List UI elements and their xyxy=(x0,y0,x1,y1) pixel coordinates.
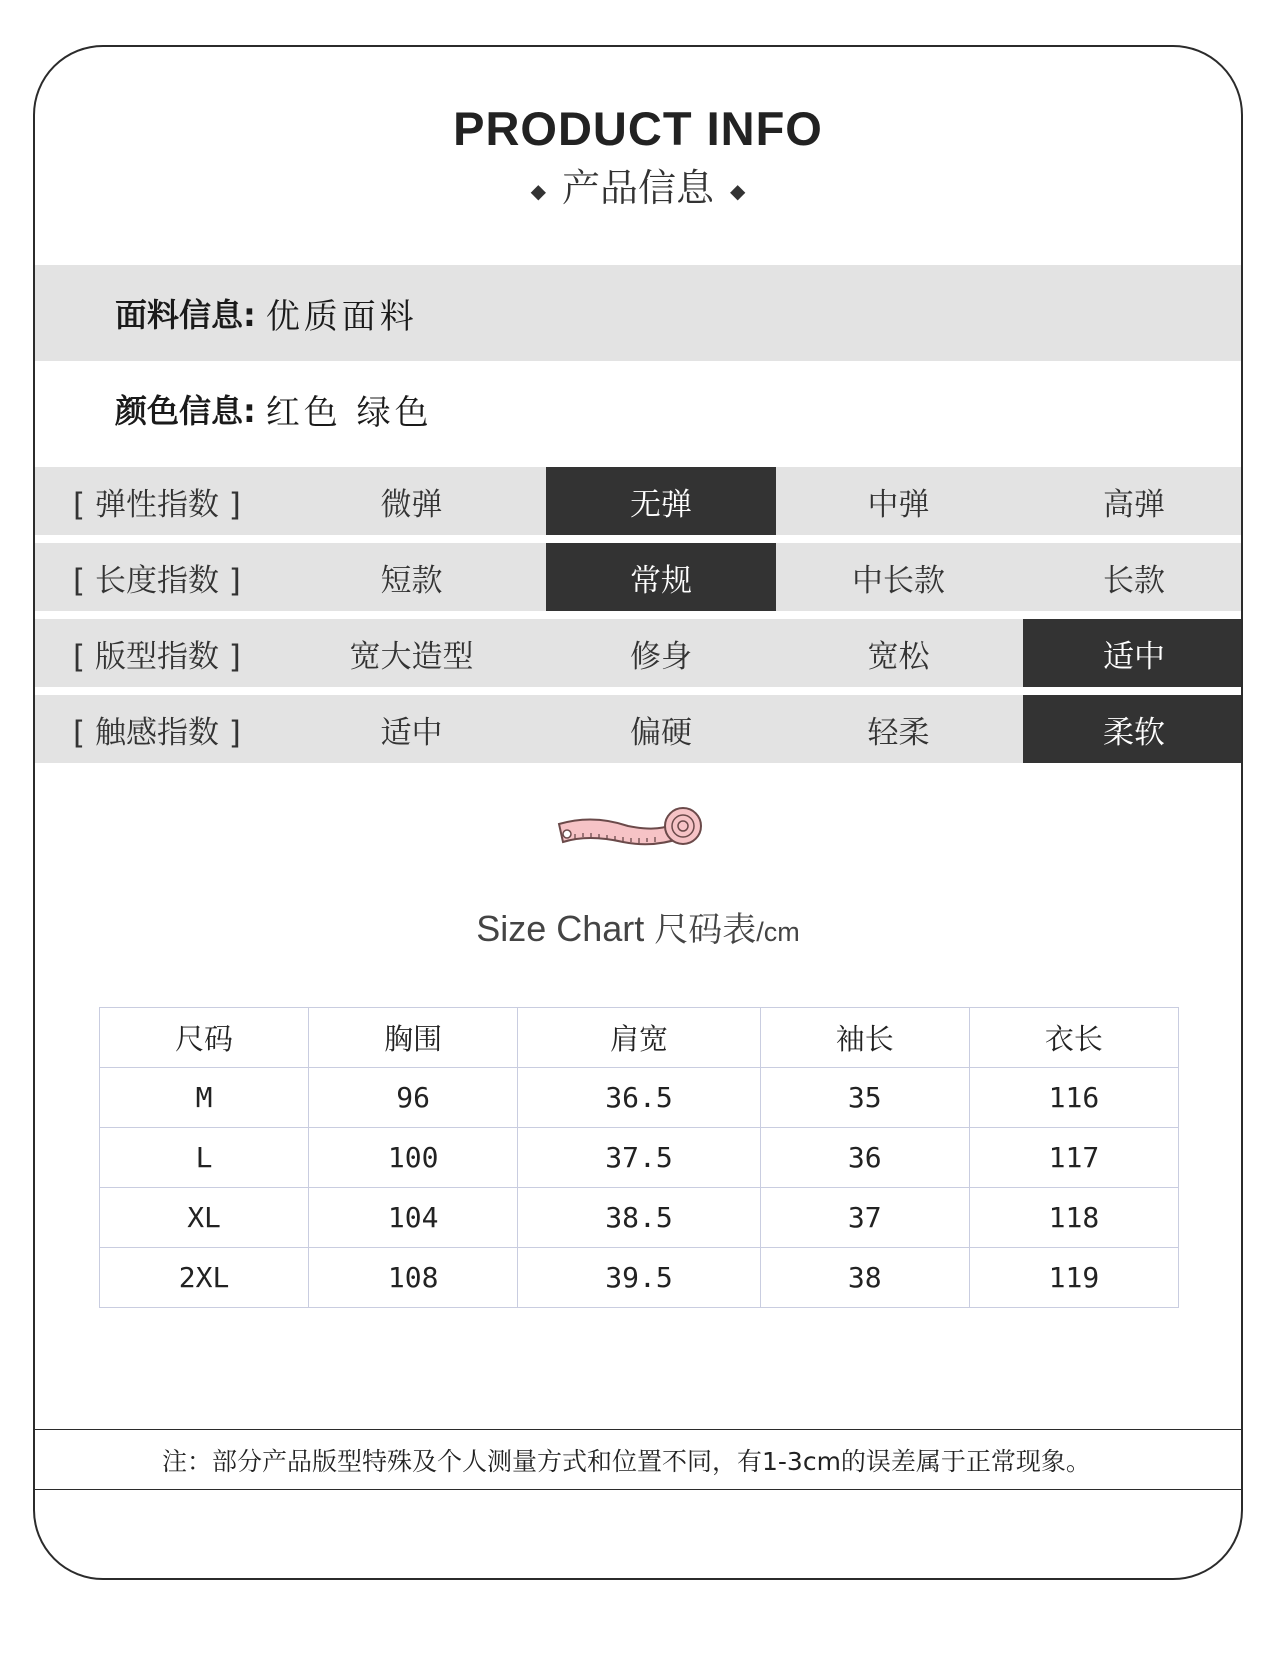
table-cell: M xyxy=(100,1068,309,1128)
table-cell: 117 xyxy=(969,1128,1178,1188)
note-footer xyxy=(35,1429,1241,1490)
table-cell: 39.5 xyxy=(518,1248,761,1308)
table-cell: 96 xyxy=(309,1068,518,1128)
color-label: 颜色信息: xyxy=(115,392,256,430)
product-info-card xyxy=(33,45,1243,1580)
measuring-tape-icon xyxy=(553,804,703,858)
index-option-selected: 无弹 xyxy=(546,467,776,535)
index-option: 短款 xyxy=(380,562,443,599)
header-sleeve: 袖长 xyxy=(760,1008,969,1068)
title-chinese-text: 产品信息 xyxy=(561,166,714,210)
color-value: 红色 绿色 xyxy=(265,392,433,433)
index-label: [ 长度指数 ] xyxy=(73,562,241,599)
size-chart-title-cn: 尺码表 xyxy=(654,910,757,950)
index-option: 宽大造型 xyxy=(349,638,474,675)
table-cell: 119 xyxy=(969,1248,1178,1308)
table-cell: XL xyxy=(100,1188,309,1248)
table-cell: 35 xyxy=(760,1068,969,1128)
header-shoulder: 肩宽 xyxy=(518,1008,761,1068)
size-table xyxy=(99,1007,1179,1308)
size-chart-title xyxy=(35,902,1241,951)
fabric-value: 优质面料 xyxy=(265,296,418,337)
index-option: 长款 xyxy=(1103,562,1165,599)
index-label: [ 弹性指数 ] xyxy=(73,486,241,523)
size-chart-title-en: Size Chart xyxy=(476,908,655,949)
fabric-label: 面料信息: xyxy=(115,296,256,334)
header-length: 衣长 xyxy=(969,1008,1178,1068)
table-cell: 38.5 xyxy=(518,1188,761,1248)
size-chart-unit: /cm xyxy=(756,917,800,947)
diamond-bullet-icon: ◆ xyxy=(530,178,546,203)
table-cell: 36 xyxy=(760,1128,969,1188)
index-option: 微弹 xyxy=(380,486,443,523)
index-option: 宽松 xyxy=(867,638,930,675)
index-option: 适中 xyxy=(380,714,443,751)
color-info-row xyxy=(35,361,1241,457)
index-option-selected: 适中 xyxy=(1023,619,1243,687)
index-option: 中长款 xyxy=(852,562,945,599)
index-option-selected: 柔软 xyxy=(1023,695,1243,763)
index-row xyxy=(35,619,1241,687)
table-cell: 38 xyxy=(760,1248,969,1308)
index-option: 中弹 xyxy=(867,486,930,523)
table-cell: 104 xyxy=(309,1188,518,1248)
table-cell: 118 xyxy=(969,1188,1178,1248)
index-option-selected: 常规 xyxy=(546,543,776,611)
index-row xyxy=(35,543,1241,611)
index-option: 修身 xyxy=(630,638,692,675)
index-row xyxy=(35,467,1241,535)
index-option: 高弹 xyxy=(1103,486,1165,523)
table-row xyxy=(100,1068,1179,1128)
title-english: PRODUCT INFO xyxy=(453,102,823,155)
fabric-info-row xyxy=(35,265,1241,361)
size-table-header xyxy=(100,1008,1179,1068)
table-cell: 37 xyxy=(760,1188,969,1248)
note-text: 注：部分产品版型特殊及个人测量方式和位置不同，有1-3cm的误差属于正常现象。 xyxy=(162,1446,1091,1476)
table-cell: 108 xyxy=(309,1248,518,1308)
table-row xyxy=(100,1128,1179,1188)
table-cell: 116 xyxy=(969,1068,1178,1128)
diamond-bullet-icon: ◆ xyxy=(730,178,746,203)
index-row xyxy=(35,695,1241,763)
index-label: [ 触感指数 ] xyxy=(73,714,241,751)
index-option: 偏硬 xyxy=(630,714,692,751)
table-cell: 2XL xyxy=(100,1248,309,1308)
table-cell: 100 xyxy=(309,1128,518,1188)
table-cell: 36.5 xyxy=(518,1068,761,1128)
table-row xyxy=(100,1248,1179,1308)
index-option: 轻柔 xyxy=(867,714,930,751)
header-chest: 胸围 xyxy=(309,1008,518,1068)
index-label: [ 版型指数 ] xyxy=(73,638,241,675)
header-size: 尺码 xyxy=(100,1008,309,1068)
title-chinese xyxy=(35,157,1241,212)
table-cell: 37.5 xyxy=(518,1128,761,1188)
table-cell: L xyxy=(100,1128,309,1188)
table-row xyxy=(100,1188,1179,1248)
